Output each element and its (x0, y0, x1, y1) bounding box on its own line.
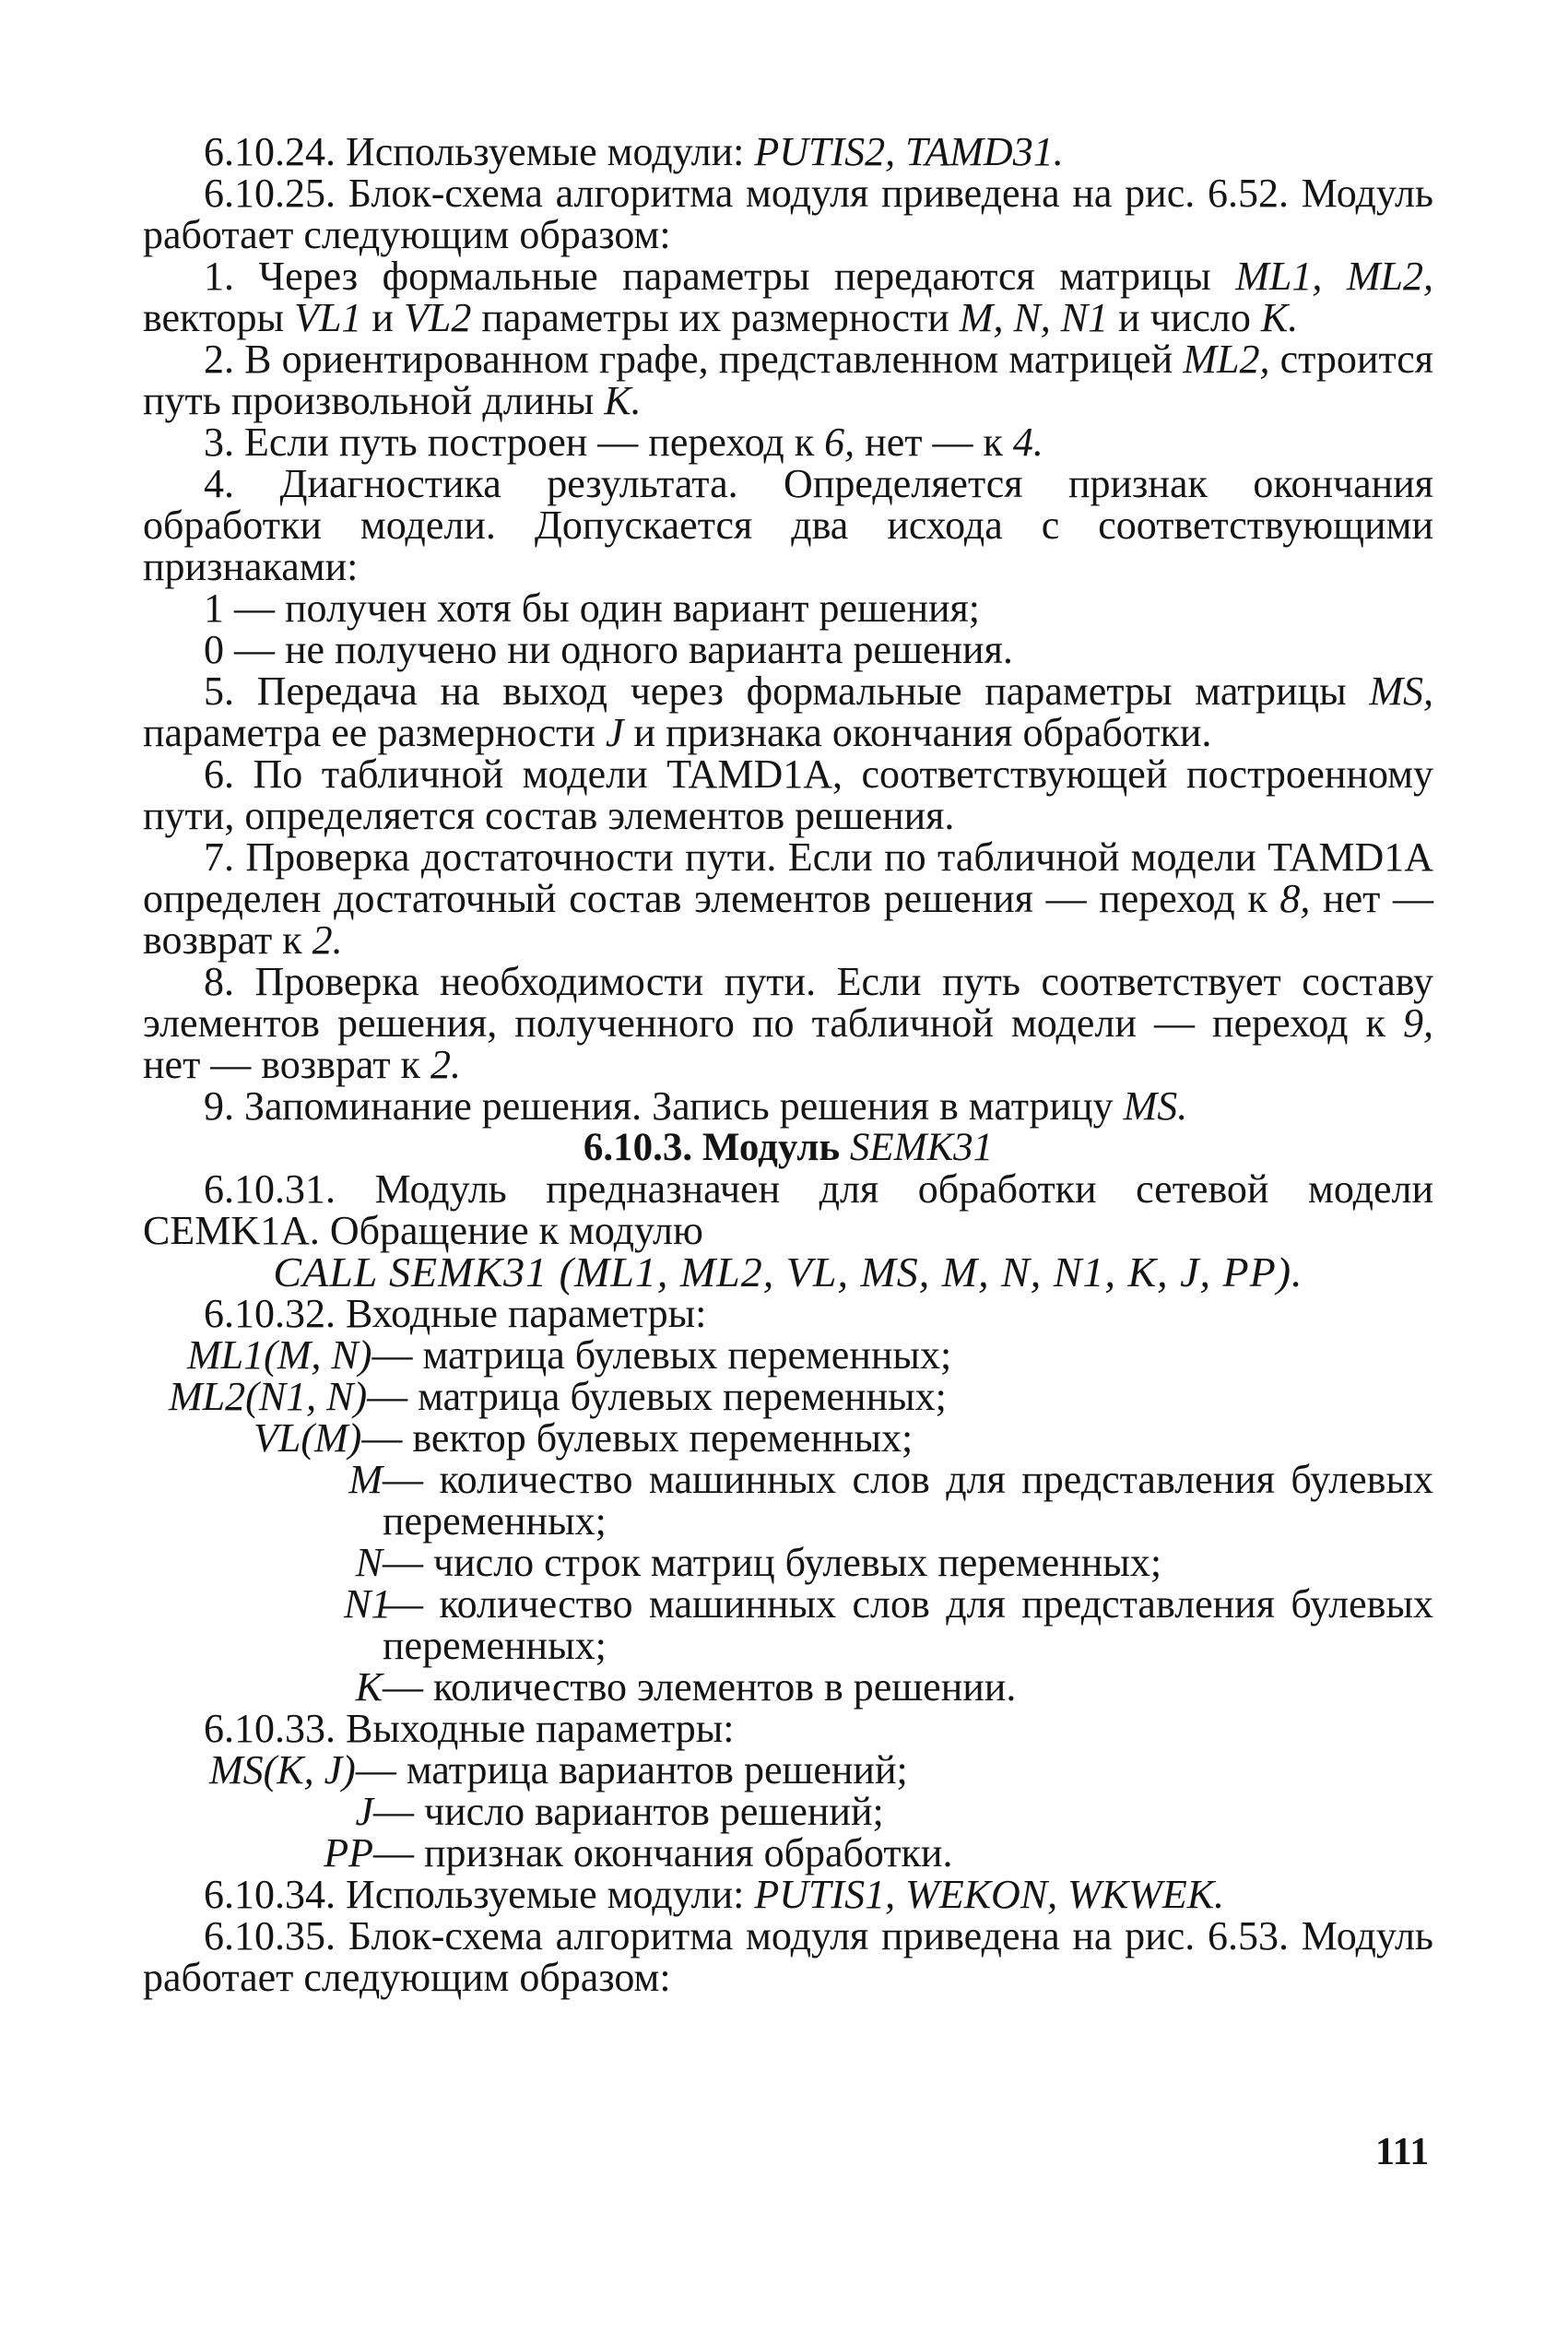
step-7: 7. Проверка достаточности пути. Если по табличной модели TAMD1A определен достаточный состав элементов решения — переход к 8, нет — возврат к 2. (143, 834, 1433, 963)
para-6-10-31: 6.10.31. Модуль предназначен для обработки сетевой модели CEMK1A. Обращение к модулю (143, 1166, 1433, 1253)
para-6-10-33: 6.10.33. Выходные параметры: (204, 1706, 735, 1751)
module-list: PUTIS1, WEKON, WKWEK. (754, 1872, 1225, 1917)
step-1: 1. Через формальные параметры передаются матрицы ML1, ML2, векторы VL1 и VL2 параметры их размерности M, N, N1 и число K. (143, 254, 1434, 340)
sign-1: 1 — получен хотя бы один вариант решения; (204, 586, 980, 631)
page-number: 111 (1375, 2131, 1430, 2173)
param-row: M — количество машинных слов для представления булевых переменных; (348, 1457, 1433, 1544)
step-6: 6. По табличной модели TAMD1A, соответствующей построенному пути, определяется состав элементов решения. (143, 751, 1433, 838)
sign-0: 0 — не получено ни одного варианта решения. (204, 627, 1013, 672)
step-5: 5. Передача на выход через формальные параметры матрицы MS, параметра ее размерности J и признака окончания обработки. (143, 669, 1433, 755)
para-6-10-25: 6.10.25. Блок-схема алгоритма модуля приведена на рис. 6.52. Модуль работает следующим образом: (143, 171, 1433, 257)
param-row: N1 — количество машинных слов для представления булевых переменных; (344, 1581, 1433, 1668)
param-row: ML2(N1, N) — матрица булевых переменных; (169, 1374, 947, 1419)
section-heading: 6.10.3. Модуль SEMK31 (583, 1126, 994, 1169)
param-row: K — количество элементов в решении. (355, 1664, 1017, 1710)
param-row: J — число вариантов решений; (355, 1789, 884, 1834)
step-8: 8. Проверка необходимости пути. Если путь соответствует составу элементов решения, полученного по табличной модели — переход к 9, нет — возврат к 2. (143, 959, 1433, 1087)
param-row: VL(M) — вектор булевых переменных; (253, 1415, 914, 1461)
para-6-10-35: 6.10.35. Блок-схема алгоритма модуля приведена на рис. 6.53. Модуль работает следующим образом: (143, 1913, 1433, 2000)
page-body (143, 131, 1433, 1998)
param-row: PP — признак окончания обработки. (324, 1830, 953, 1875)
param-row: ML1(M, N) — матрица булевых переменных; (187, 1332, 952, 1378)
step-4: 4. Диагностика результата. Определяется признак окончания обработки модели. Допускается два исхода с соответствующими признаками: (143, 461, 1433, 589)
call-statement: CALL SEMK31 (ML1, ML2, VL, MS, M, N, N1, K, J, PP). (273, 1248, 1303, 1296)
para-6-10-32: 6.10.32. Входные параметры: (204, 1291, 707, 1336)
step-9: 9. Запоминание решения. Запись решения в матрицу MS. (204, 1083, 1188, 1129)
module-list: PUTIS2, TAMD31. (754, 129, 1064, 174)
param-row: MS(K, J) — матрица вариантов решений; (209, 1747, 908, 1793)
step-2: 2. В ориентированном графе, представленном матрицей ML2, строится путь произвольной длины K. (143, 337, 1434, 423)
para-6-10-34: 6.10.34. Используемые модули: PUTIS1, WEKON, WKWEK. (204, 1872, 1225, 1917)
param-row: N — число строк матриц булевых переменных; (355, 1540, 1162, 1585)
step-3: 3. Если путь построен — переход к 6, нет — к 4. (204, 420, 1043, 465)
para-6-10-24: 6.10.24. Используемые модули: PUTIS2, TAMD31. (204, 129, 1064, 174)
